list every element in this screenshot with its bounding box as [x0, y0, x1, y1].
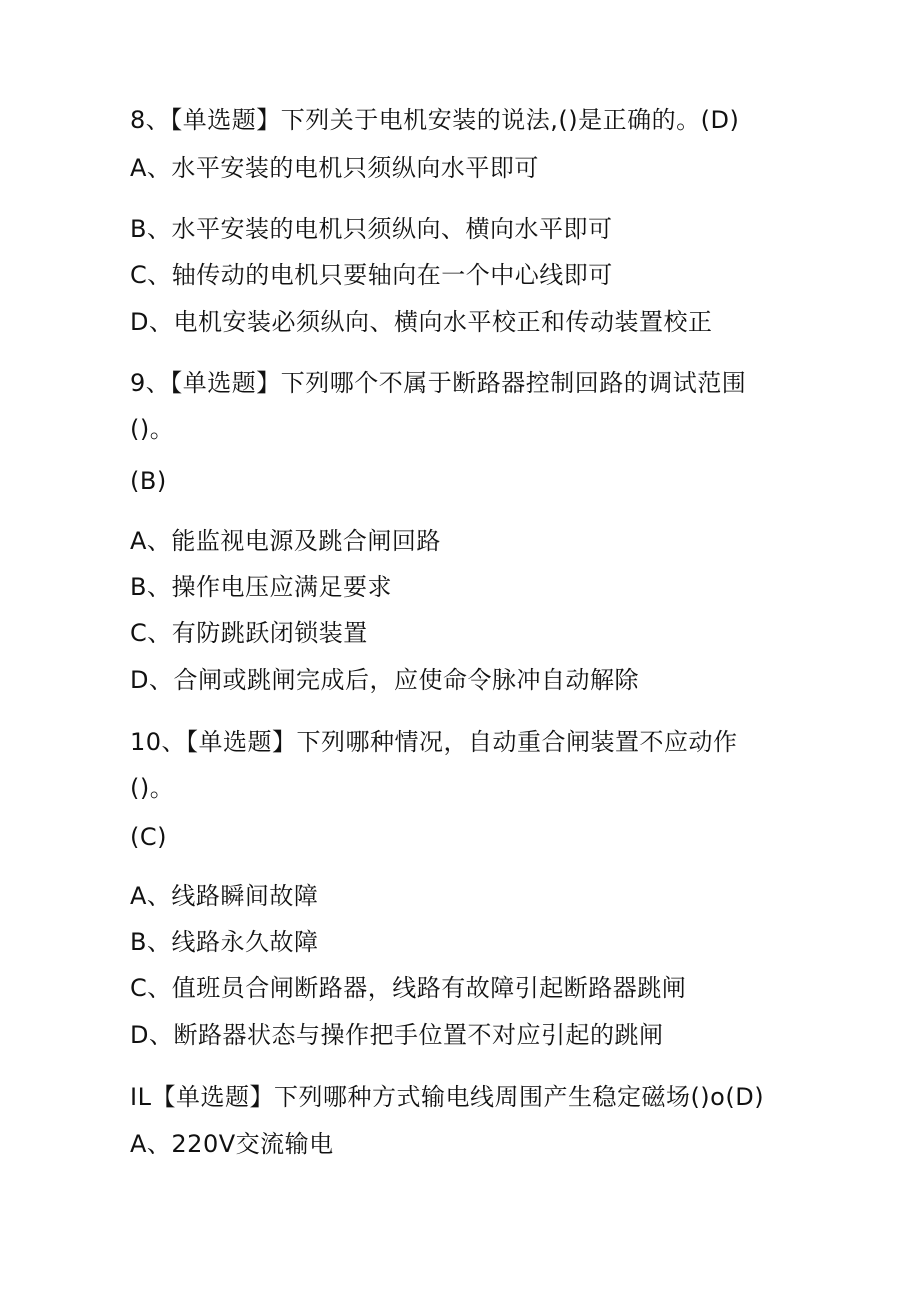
question-9-answer: (B) [130, 467, 167, 495]
question-9-stem: 9、【单选题】下列哪个不属于断路器控制回路的调试范围 [130, 369, 747, 397]
question-10-option-c: C、值班员合闸断路器，线路有故障引起断路器跳闸 [130, 974, 687, 1002]
question-10-stem: 10、【单选题】下列哪种情况，自动重合闸装置不应动作 [130, 728, 738, 756]
question-9-option-d: D、合闸或跳闸完成后，应使命令脉冲自动解除 [130, 666, 639, 694]
question-10-answer: (C) [130, 823, 167, 851]
question-8-option-c: C、轴传动的电机只要轴向在一个中心线即可 [130, 261, 613, 289]
question-11-stem: IL【单选题】下列哪种方式输电线周围产生稳定磁场()o(D) [130, 1083, 765, 1111]
question-8-stem: 8、【单选题】下列关于电机安装的说法,()是正确的。(D) [130, 106, 740, 134]
question-8-option-b: B、水平安装的电机只须纵向、横向水平即可 [130, 215, 613, 243]
question-8-option-d: D、电机安装必须纵向、横向水平校正和传动装置校正 [130, 308, 713, 336]
question-8-option-a: A、水平安装的电机只须纵向水平即可 [130, 154, 539, 182]
question-10-option-d: D、断路器状态与操作把手位置不对应引起的跳闸 [130, 1021, 664, 1049]
question-9-stem-continuation: ()。 [130, 415, 175, 443]
question-9-option-b: B、操作电压应满足要求 [130, 573, 392, 601]
question-10-option-a: A、线路瞬间故障 [130, 882, 319, 910]
question-11-option-a: A、220V交流输电 [130, 1130, 334, 1158]
question-9-option-a: A、能监视电源及跳合闸回路 [130, 527, 441, 555]
question-9-option-c: C、有防跳跃闭锁装置 [130, 619, 368, 647]
question-10-option-b: B、线路永久故障 [130, 928, 319, 956]
question-10-stem-continuation: ()。 [130, 774, 175, 802]
